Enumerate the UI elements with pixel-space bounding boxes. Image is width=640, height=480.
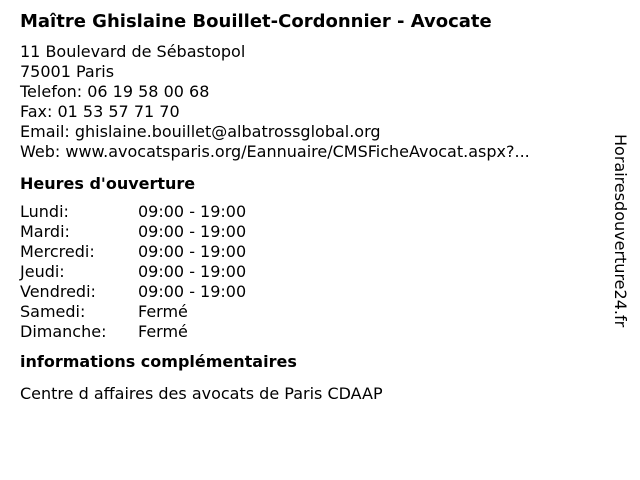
business-card: [20, 10, 600, 404]
day-label: Mardi:: [20, 222, 70, 241]
hours-row-monday: [20, 202, 600, 222]
address-city: 75001 Paris: [20, 62, 115, 81]
email-line: Email: ghislaine.bouillet@albatrossglobal.org: [20, 122, 381, 141]
hours-row-wednesday: [20, 242, 600, 262]
contact-block: [20, 42, 600, 162]
day-label: Lundi:: [20, 202, 69, 221]
day-hours: Fermé: [138, 302, 188, 321]
day-hours: Fermé: [138, 322, 188, 341]
hours-table: [20, 202, 600, 342]
day-label: Mercredi:: [20, 242, 95, 261]
day-label: Dimanche:: [20, 322, 107, 341]
day-label: Vendredi:: [20, 282, 96, 301]
hours-heading: Heures d'ouverture: [20, 174, 196, 193]
hours-row-thursday: [20, 262, 600, 282]
address-street: 11 Boulevard de Sébastopol: [20, 42, 246, 61]
day-hours: 09:00 - 19:00: [138, 282, 247, 301]
web-line: Web: www.avocatsparis.org/Eannuaire/CMSFicheAvocat.aspx?...: [20, 142, 530, 161]
page-title: Maître Ghislaine Bouillet-Cordonnier - Avocate: [20, 11, 492, 32]
day-label: Jeudi:: [20, 262, 65, 281]
phone-line: Telefon: 06 19 58 00 68: [20, 82, 210, 101]
day-label: Samedi:: [20, 302, 86, 321]
day-hours: 09:00 - 19:00: [138, 222, 247, 241]
day-hours: 09:00 - 19:00: [138, 202, 247, 221]
info-text: Centre d affaires des avocats de Paris CDAAP: [20, 384, 383, 403]
hours-row-saturday: [20, 302, 600, 322]
site-watermark: Horairesdouverture24.fr: [611, 134, 630, 328]
hours-row-friday: [20, 282, 600, 302]
day-hours: 09:00 - 19:00: [138, 262, 247, 281]
hours-row-tuesday: [20, 222, 600, 242]
info-heading: informations complémentaires: [20, 352, 297, 371]
fax-line: Fax: 01 53 57 71 70: [20, 102, 180, 121]
day-hours: 09:00 - 19:00: [138, 242, 247, 261]
hours-row-sunday: [20, 322, 600, 342]
